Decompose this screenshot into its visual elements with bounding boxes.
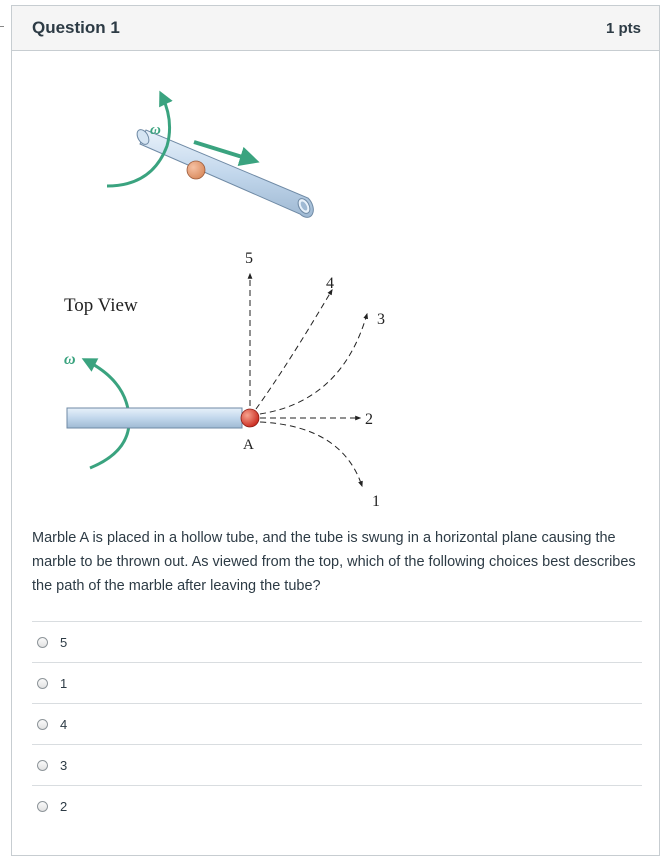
radio-button[interactable]: [37, 760, 48, 771]
omega-label-top: ω: [150, 122, 161, 138]
answer-option[interactable]: [32, 662, 642, 703]
answer-label: 5: [60, 634, 68, 650]
question-title: Question 1: [32, 18, 120, 37]
path-label-5: 5: [245, 250, 253, 267]
marble-label: A: [243, 437, 254, 453]
perspective-view: [107, 96, 313, 217]
top-view-label: Top View: [64, 295, 138, 316]
answer-label: 4: [60, 716, 68, 732]
radio-button[interactable]: [37, 637, 48, 648]
radio-button[interactable]: [37, 719, 48, 730]
answer-option[interactable]: [32, 744, 642, 785]
question-card: [11, 5, 660, 856]
answer-list: [32, 621, 642, 826]
question-points: 1 pts: [605, 19, 641, 37]
edge-marker: [0, 26, 4, 27]
question-header: [12, 6, 659, 51]
path-label-4: 4: [326, 275, 334, 292]
answer-option[interactable]: [32, 785, 642, 826]
radio-button[interactable]: [37, 801, 48, 812]
answer-option[interactable]: [32, 621, 642, 662]
answer-label: 1: [60, 675, 68, 691]
answer-option[interactable]: [32, 703, 642, 744]
answer-label: 3: [60, 757, 68, 773]
path-label-2: 2: [365, 411, 373, 428]
path-label-3: 3: [377, 311, 385, 328]
marble-tube-figure: [42, 76, 442, 516]
radio-button[interactable]: [37, 678, 48, 689]
answer-label: 2: [60, 798, 68, 814]
top-view-diagram: [64, 250, 385, 510]
path-label-1: 1: [372, 493, 380, 510]
question-text: Marble A is placed in a hollow tube, and the tube is swung in a horizontal plane causing the marble to be thrown out. As viewed from the top, which of the following choices best describes the path of the marble after leaving the tube?: [32, 530, 636, 594]
omega-label-side: ω: [64, 351, 76, 368]
